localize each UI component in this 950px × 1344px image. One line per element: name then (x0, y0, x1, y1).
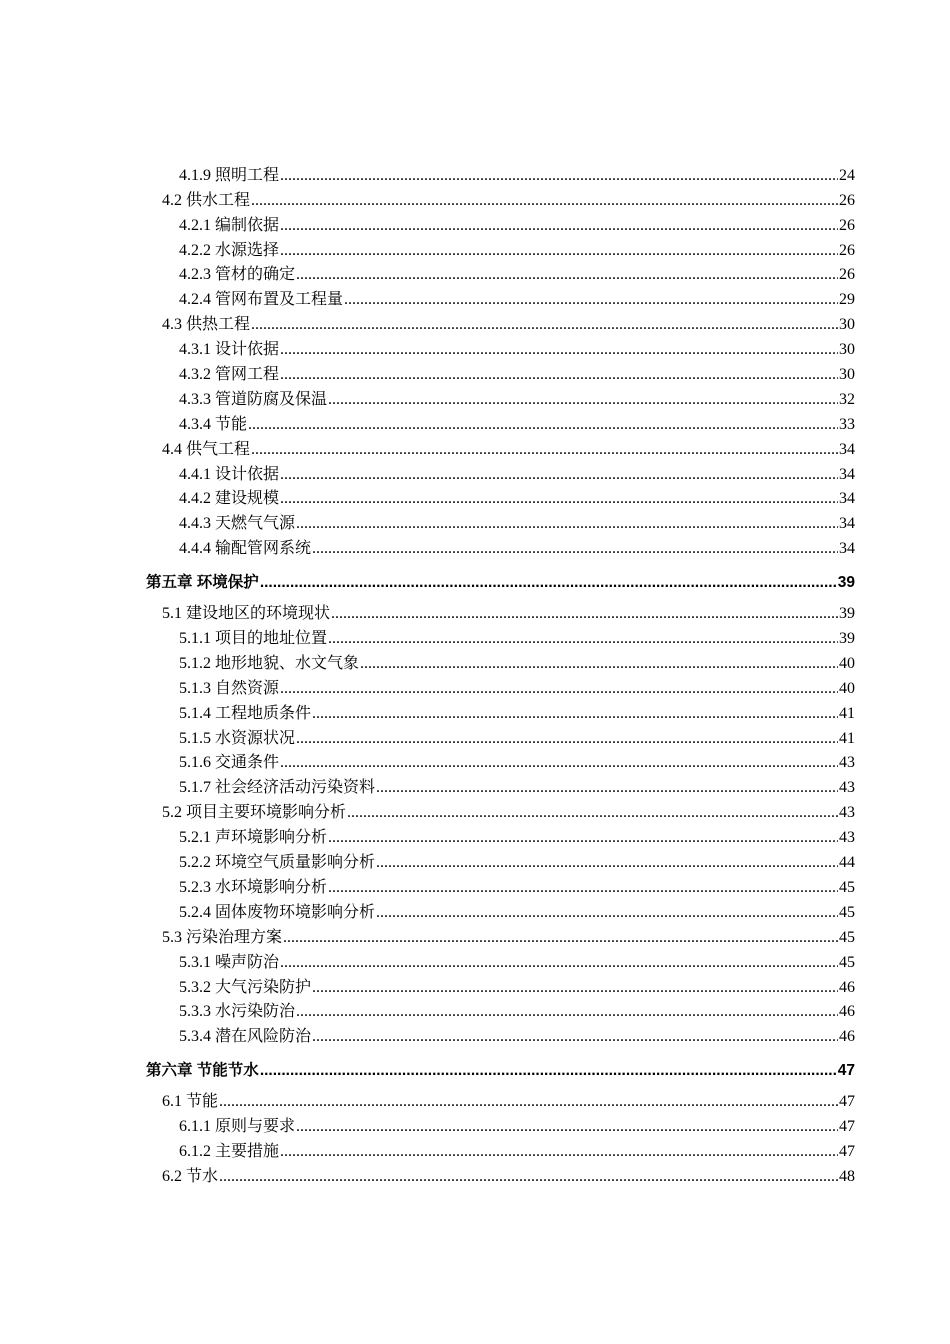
toc-entry[interactable] (162, 598, 855, 623)
toc-entry-title: 4.2.4 管网布置及工程量 (179, 291, 344, 309)
toc-page-number: 26 (839, 241, 855, 259)
toc-chapter-entry[interactable] (146, 564, 855, 592)
toc-dot-leader (280, 1143, 838, 1161)
toc-entry[interactable] (179, 334, 855, 359)
toc-dot-leader (360, 655, 838, 673)
toc-dot-leader (376, 904, 838, 922)
toc-entry-title: 4.2.1 编制依据 (179, 216, 280, 234)
toc-entry[interactable] (179, 508, 855, 533)
toc-entry[interactable] (179, 210, 855, 235)
toc-page-number: 47 (839, 1118, 855, 1136)
toc-entry[interactable] (179, 359, 855, 384)
toc-entry[interactable] (179, 772, 855, 797)
toc-page-number: 26 (839, 216, 855, 234)
toc-entry-title: 4.4.1 设计依据 (179, 465, 280, 483)
toc-dot-leader (347, 804, 838, 822)
toc-dot-leader (280, 754, 838, 772)
toc-dot-leader (280, 167, 838, 185)
toc-dot-leader (312, 705, 838, 723)
toc-dot-leader (296, 730, 838, 748)
toc-entry-title: 4.2 供水工程 (162, 191, 251, 209)
toc-entry[interactable] (179, 623, 855, 648)
toc-entry[interactable] (179, 160, 855, 185)
toc-dot-leader (251, 192, 838, 210)
toc-chapter-entry[interactable] (146, 1052, 855, 1080)
toc-page-number: 34 (839, 490, 855, 508)
toc-dot-leader (376, 854, 838, 872)
toc-dot-leader (248, 416, 838, 434)
toc-dot-leader (280, 466, 838, 484)
toc-dot-leader (219, 1168, 838, 1186)
toc-entry[interactable] (179, 723, 855, 748)
toc-dot-leader (260, 574, 837, 592)
toc-entry-title: 4.2.2 水源选择 (179, 241, 280, 259)
toc-dot-leader (251, 441, 838, 459)
toc-entry[interactable] (179, 947, 855, 972)
toc-page-number: 46 (839, 978, 855, 996)
toc-page-number: 43 (839, 829, 855, 847)
toc-entry-title: 4.3.3 管道防腐及保温 (179, 390, 328, 408)
toc-dot-leader (312, 540, 838, 558)
toc-page-number: 47 (837, 1062, 855, 1080)
toc-page-number: 45 (839, 878, 855, 896)
toc-entry-title: 5.3.2 大气污染防护 (179, 978, 312, 996)
toc-entry[interactable] (179, 284, 855, 309)
toc-page-number: 45 (839, 903, 855, 921)
toc-page-number: 39 (839, 605, 855, 623)
toc-entry[interactable] (179, 459, 855, 484)
toc-page-number: 39 (839, 630, 855, 648)
toc-entry-title: 6.1 节能 (162, 1093, 219, 1111)
toc-page-number: 41 (839, 729, 855, 747)
toc-entry[interactable] (179, 847, 855, 872)
toc-dot-leader (376, 779, 838, 797)
toc-entry-title: 4.2.3 管材的确定 (179, 266, 296, 284)
toc-dot-leader (280, 217, 838, 235)
toc-entry-title: 5.2.2 环境空气质量影响分析 (179, 854, 376, 872)
toc-dot-leader (344, 291, 838, 309)
toc-entry-title: 4.3.4 节能 (179, 415, 248, 433)
toc-page-number: 41 (839, 704, 855, 722)
toc-entry-title: 5.1.2 地形地貌、水文气象 (179, 654, 360, 672)
toc-dot-leader (312, 1028, 838, 1046)
toc-entry[interactable] (162, 185, 855, 210)
toc-entry-title: 4.3 供热工程 (162, 316, 251, 334)
toc-entry-title: 第六章 节能节水 (146, 1062, 259, 1080)
toc-entry[interactable] (162, 434, 855, 459)
toc-entry[interactable] (179, 748, 855, 773)
toc-entry[interactable] (179, 972, 855, 997)
toc-entry-title: 5.1 建设地区的环境现状 (162, 605, 331, 623)
toc-entry[interactable] (179, 409, 855, 434)
toc-page-number: 43 (839, 779, 855, 797)
toc-entry[interactable] (179, 673, 855, 698)
toc-entry[interactable] (179, 384, 855, 409)
toc-page-number: 39 (837, 574, 855, 592)
toc-dot-leader (328, 829, 838, 847)
toc-dot-leader (296, 266, 838, 284)
toc-dot-leader (280, 954, 838, 972)
toc-page-number: 34 (839, 465, 855, 483)
toc-page-number: 40 (839, 654, 855, 672)
toc-entry-title: 第五章 环境保护 (146, 574, 259, 592)
toc-entry-title: 5.2 项目主要环境影响分析 (162, 804, 347, 822)
toc-page-number: 32 (839, 390, 855, 408)
toc-dot-leader (328, 391, 838, 409)
toc-page-number: 30 (839, 366, 855, 384)
toc-entry-title: 5.3.3 水污染防治 (179, 1003, 296, 1021)
toc-page-number: 46 (839, 1028, 855, 1046)
toc-entry-title: 5.1.6 交通条件 (179, 754, 280, 772)
toc-entry-title: 5.1.4 工程地质条件 (179, 704, 312, 722)
toc-page-number: 34 (839, 515, 855, 533)
toc-entry-title: 6.1.2 主要措施 (179, 1142, 280, 1160)
toc-page-number: 26 (839, 266, 855, 284)
toc-dot-leader (328, 630, 838, 648)
toc-dot-leader (331, 605, 838, 623)
toc-page-number: 29 (839, 291, 855, 309)
toc-page-number: 47 (839, 1142, 855, 1160)
toc-page-number: 40 (839, 679, 855, 697)
toc-page-number: 34 (839, 440, 855, 458)
toc-entry-title: 5.2.1 声环境影响分析 (179, 829, 328, 847)
toc-entry-title: 5.1.3 自然资源 (179, 679, 280, 697)
toc-entry[interactable] (162, 1161, 855, 1186)
toc-entry-title: 6.1.1 原则与要求 (179, 1118, 296, 1136)
toc-dot-leader (280, 366, 838, 384)
toc-dot-leader (328, 879, 838, 897)
toc-dot-leader (312, 979, 838, 997)
toc-page-number: 47 (839, 1093, 855, 1111)
toc-entry-title: 5.3.4 潜在风险防治 (179, 1028, 312, 1046)
toc-entry[interactable] (179, 997, 855, 1022)
toc-entry[interactable] (162, 309, 855, 334)
toc-dot-leader (219, 1093, 838, 1111)
toc-entry-title: 5.2.3 水环境影响分析 (179, 878, 328, 896)
table-of-contents (0, 160, 950, 1186)
toc-dot-leader (280, 680, 838, 698)
toc-page-number: 26 (839, 191, 855, 209)
toc-page-number: 45 (839, 953, 855, 971)
toc-page-number: 30 (839, 341, 855, 359)
toc-entry-title: 4.3.1 设计依据 (179, 341, 280, 359)
toc-entry-title: 4.4.2 建设规模 (179, 490, 280, 508)
toc-entry[interactable] (162, 797, 855, 822)
toc-page-number: 44 (839, 854, 855, 872)
toc-dot-leader (283, 929, 838, 947)
toc-entry[interactable] (179, 260, 855, 285)
toc-page-number: 24 (839, 166, 855, 184)
toc-entry-title: 5.1.1 项目的地址位置 (179, 630, 328, 648)
toc-entry-title: 4.4.3 天燃气气源 (179, 515, 296, 533)
toc-entry-title: 4.3.2 管网工程 (179, 366, 280, 384)
toc-entry[interactable] (179, 648, 855, 673)
toc-page-number: 33 (839, 415, 855, 433)
toc-page-number: 43 (839, 804, 855, 822)
toc-entry-title: 5.3.1 噪声防治 (179, 953, 280, 971)
toc-dot-leader (296, 1118, 838, 1136)
toc-entry[interactable] (179, 1021, 855, 1046)
toc-entry[interactable] (162, 922, 855, 947)
toc-page-number: 34 (839, 540, 855, 558)
toc-entry[interactable] (179, 698, 855, 723)
toc-page-number: 45 (839, 928, 855, 946)
toc-page-number: 43 (839, 754, 855, 772)
toc-page-number: 30 (839, 316, 855, 334)
toc-entry[interactable] (179, 872, 855, 897)
toc-dot-leader (296, 1003, 838, 1021)
toc-entry-title: 4.4 供气工程 (162, 440, 251, 458)
toc-entry[interactable] (179, 1136, 855, 1161)
toc-entry[interactable] (179, 484, 855, 509)
toc-dot-leader (260, 1062, 837, 1080)
toc-entry[interactable] (179, 897, 855, 922)
toc-entry[interactable] (179, 822, 855, 847)
toc-page-number: 46 (839, 1003, 855, 1021)
toc-entry-title: 5.2.4 固体废物环境影响分析 (179, 903, 376, 921)
toc-entry-title: 4.1.9 照明工程 (179, 166, 280, 184)
toc-entry-title: 6.2 节水 (162, 1167, 219, 1185)
toc-entry[interactable] (179, 235, 855, 260)
toc-entry-title: 5.1.5 水资源状况 (179, 729, 296, 747)
toc-page-number: 48 (839, 1167, 855, 1185)
toc-dot-leader (280, 490, 838, 508)
toc-dot-leader (280, 341, 838, 359)
toc-dot-leader (296, 515, 838, 533)
toc-entry-title: 5.3 污染治理方案 (162, 928, 283, 946)
toc-entry-title: 4.4.4 输配管网系统 (179, 540, 312, 558)
toc-entry-title: 5.1.7 社会经济活动污染资料 (179, 779, 376, 797)
toc-entry[interactable] (179, 1111, 855, 1136)
toc-entry[interactable] (162, 1086, 855, 1111)
toc-entry[interactable] (179, 533, 855, 558)
toc-dot-leader (280, 242, 838, 260)
toc-dot-leader (251, 316, 838, 334)
